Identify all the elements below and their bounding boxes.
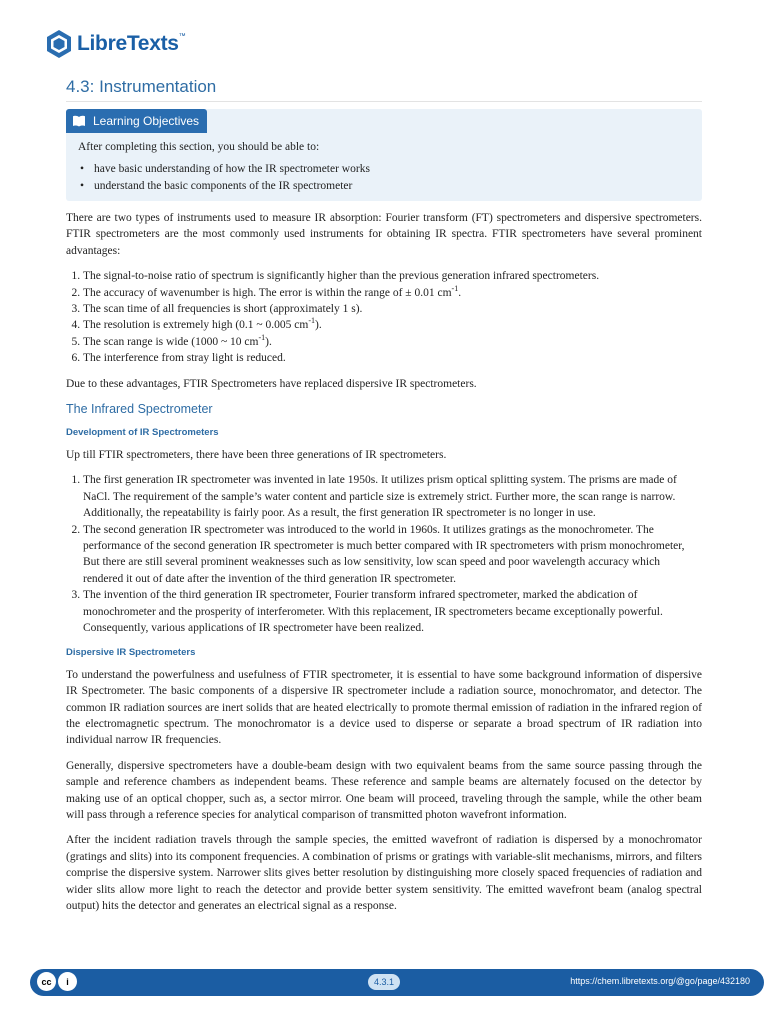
book-open-icon bbox=[72, 115, 86, 127]
list-item: 6. The interference from stray light is reduced. bbox=[83, 350, 702, 366]
creative-commons-icon: cc bbox=[37, 972, 56, 991]
list-item: 5. The scan range is wide (1000 ~ 10 $cm^{-1}$). bbox=[83, 334, 702, 350]
list-item: 3. The scan time of all frequencies is short (approximately 1 s). bbox=[83, 301, 702, 317]
libretexts-logo[interactable] bbox=[46, 26, 186, 62]
list-item: 2. The accuracy of wavenumber is high. The error is within the range of ± 0.01 $cm^{-1}$. bbox=[83, 285, 702, 301]
advantages-conclusion: Due to these advantages, FTIR Spectrometers have replaced dispersive IR spectrometers. bbox=[66, 377, 477, 390]
dispersive-paragraph: Generally, dispersive spectrometers have a double-beam design with two equivalent beams from the same source passing through the sample and reference chambers as independent beams. These reference and sample beams are alternately focused on the detector by making use of an optical chopper, such as, a sector mirror. One beam will proceed, traveling through the sample, while the other beam will pass through a reference species for analytical comparison of transmitted photon wavefront information. bbox=[66, 759, 702, 821]
subsection-heading-dispersive: Dispersive IR Spectrometers bbox=[66, 647, 196, 659]
license-badge[interactable] bbox=[37, 972, 79, 991]
list-item: 3. The invention of the third generation IR spectrometer, Fourier transform infrared spectrometer, marked the abdication of monochrometer and the prosperity of interferometer. With this replacement, IR spectrometers became exceptionally powerful. Consequently, various applications of IR spectrometer have been realized. bbox=[83, 587, 702, 636]
list-item: 2. The second generation IR spectrometer was introduced to the world in 1960s. It utilizes gratings as the monochrometer. The performance of the second generation IR spectrometer is much better compared with IR spectrometers with prism monochrometer, But there are still several prominent weaknesses such as low sensitivity, low scan speed and poor wavelength accuracy which rendered it out of date after the invention of the third generation IR spectrometer. bbox=[83, 522, 702, 588]
main-content bbox=[66, 210, 702, 923]
learning-objectives-list bbox=[78, 161, 370, 195]
page-number-badge: 4.3.1 bbox=[368, 974, 400, 990]
section-heading: The Infrared Spectrometer bbox=[66, 402, 213, 417]
attribution-icon: i bbox=[58, 972, 77, 991]
page-title: 4.3: Instrumentation bbox=[66, 77, 702, 102]
learning-objectives-box bbox=[66, 109, 702, 201]
development-intro: Up till FTIR spectrometers, there have been three generations of IR spectrometers. bbox=[66, 448, 447, 461]
page-url-link[interactable]: https://chem.libretexts.org/@go/page/432180 bbox=[570, 976, 750, 986]
page-footer bbox=[30, 969, 764, 996]
intro-paragraph: There are two types of instruments used to measure IR absorption: Fourier transform (FT) spectrometers and dispersive spectrometers. FTIR spectrometers are the most commonly used instruments for obtaining IR spectra. FTIR spectrometers have several prominent advantages: bbox=[66, 212, 702, 257]
learning-objectives-tab bbox=[66, 109, 207, 133]
generations-list bbox=[66, 472, 702, 636]
list-item: • understand the basic components of the IR spectrometer bbox=[94, 178, 370, 195]
logo-wordmark: LibreTexts bbox=[77, 32, 179, 55]
libretexts-hexagon-icon bbox=[46, 29, 72, 59]
logo-trademark: ™ bbox=[178, 32, 186, 40]
list-item: 1. The first generation IR spectrometer was invented in late 1950s. It utilizes prism optical splitting system. The prisms are made of NaCl. The requirement of the sample’s water content and particle size is extremely strict. Further more, the scan range is narrow. Additionally, the repeatability is fairly poor. As a result, the first generation IR spectrometer is no longer in use. bbox=[83, 472, 702, 521]
list-item: 4. The resolution is extremely high (0.1 ~ 0.005 $cm^{-1}$). bbox=[83, 317, 702, 333]
dispersive-paragraph: To understand the powerfulness and usefulness of FTIR spectrometer, it is essential to have some background information of dispersive IR Spectrometer. The basic components of a dispersive IR spectrometer include a radiation source, monochromator, and detector. The common IR radiation sources are inert solids that are heated electrically to promote thermal emission of radiation in the infrared region of the electromagnetic spectrum. The monochromator is a device used to disperse or separate a broad spectrum of IR radiation into individual narrow IR frequencies. bbox=[66, 668, 702, 747]
list-item: 1. The signal-to-noise ratio of spectrum is significantly higher than the previous generation infrared spectrometers. bbox=[83, 268, 702, 284]
learning-objectives-intro: After completing this section, you should be able to: bbox=[78, 141, 320, 153]
dispersive-paragraph: After the incident radiation travels through the sample species, the emitted wavefront of radiation is dispersed by a monochromator (gratings and slits) into its component frequencies. A combination of prisms or gratings with variable-slit mechanisms, mirrors, and filters comprise the dispersive system. Narrower slits gives better resolution by distinguishing more closely spaced frequencies of radiation and wider slits allow more light to reach the detector and provide better system sensitivity. The emitted wavefront beam (analog spectral output) hits the detector and generates an electrical signal as a response. bbox=[66, 834, 702, 913]
list-item: • have basic understanding of how the IR spectrometer works bbox=[94, 161, 370, 178]
advantages-list bbox=[66, 268, 702, 366]
learning-objectives-label: Learning Objectives bbox=[93, 114, 200, 128]
subsection-heading-development: Development of IR Spectrometers bbox=[66, 427, 219, 439]
